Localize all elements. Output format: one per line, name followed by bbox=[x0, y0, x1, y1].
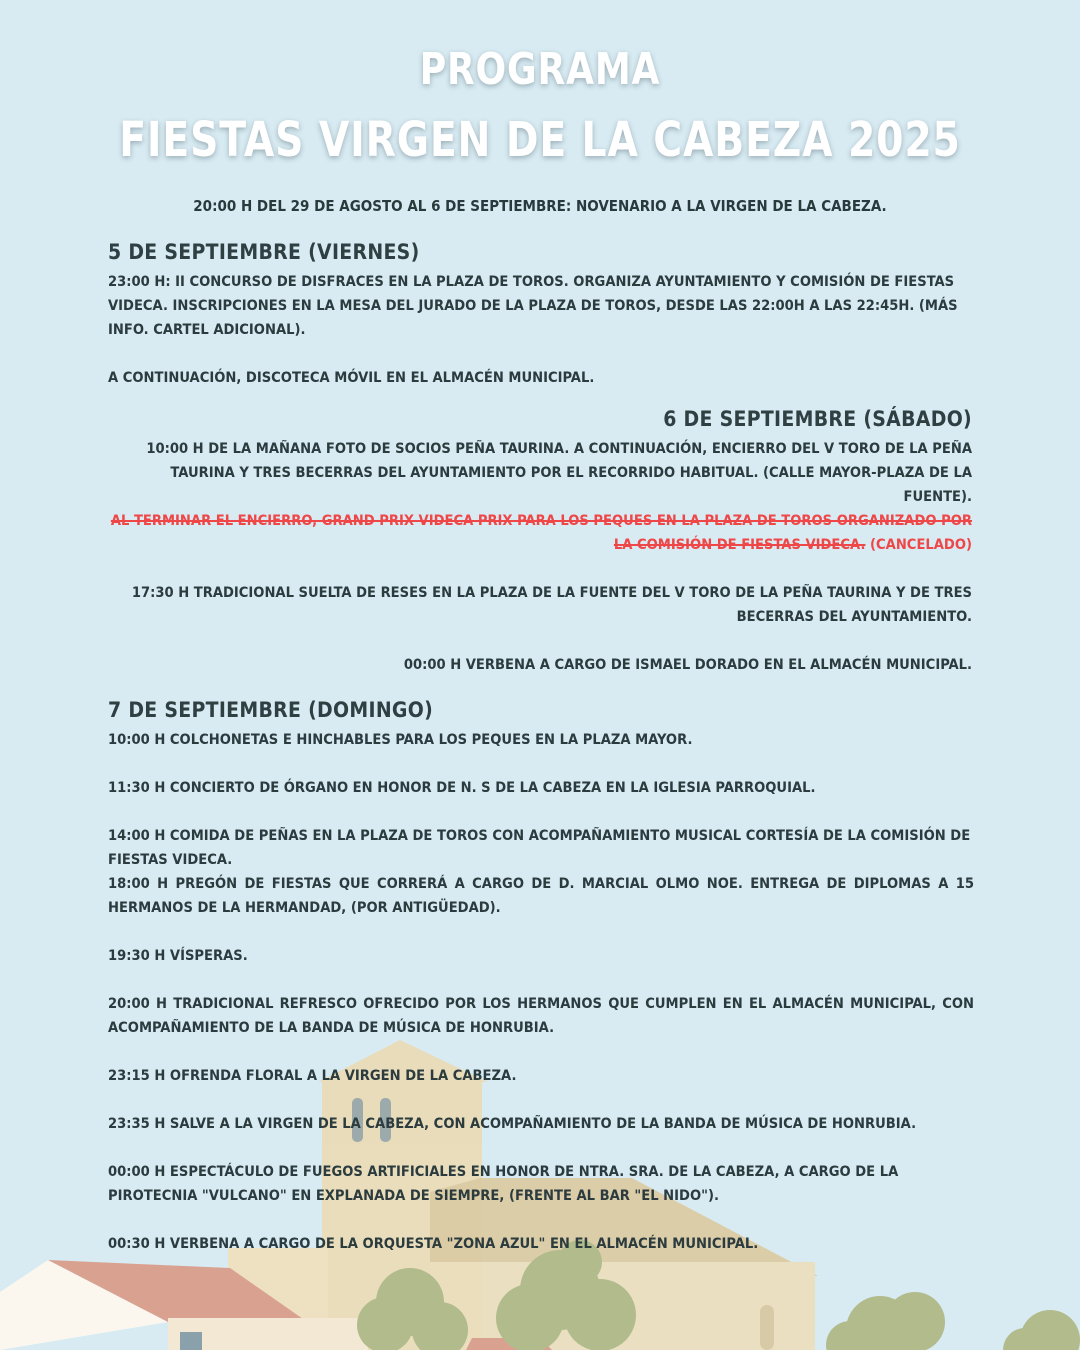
cancelled-badge: (CANCELADO) bbox=[865, 536, 972, 553]
event-item: A CONTINUACIÓN, DISCOTECA MÓVIL EN EL ALMACÉN MUNICIPAL. bbox=[108, 369, 595, 386]
festival-title: FIESTAS VIRGEN DE LA CABEZA 2025 bbox=[119, 112, 961, 168]
event-item: 23:00 H: II CONCURSO DE DISFRACES EN LA PLAZA DE TOROS. ORGANIZA AYUNTAMIENTO Y COMISIÓN DE FIESTAS VIDECA. INSCRIPCIONES EN LA MESA DEL JURADO DE LA PLAZA DE TOROS, DESDE LAS 22:00H A LAS 22:45H. (MÁS INFO. CARTEL ADICIONAL). bbox=[108, 273, 958, 338]
event-item: 18:00 H PREGÓN DE FIESTAS QUE CORRERÁ A CARGO DE D. MARCIAL OLMO NOE. ENTREGA DE DIPLOMAS A 15 HERMANOS DE LA HERMANDAD, (POR ANTIGÜEDAD). bbox=[108, 875, 974, 916]
event-item: 23:35 H SALVE A LA VIRGEN DE LA CABEZA, CON ACOMPAÑAMIENTO DE LA BANDA DE MÚSICA DE HONRUBIA. bbox=[108, 1115, 917, 1132]
day-heading-saturday: 6 DE SEPTIEMBRE (SÁBADO) bbox=[663, 407, 972, 431]
program-title: PROGRAMA bbox=[419, 44, 661, 95]
event-item: 19:30 H VÍSPERAS. bbox=[108, 947, 248, 964]
event-item: 00:00 H VERBENA A CARGO DE ISMAEL DORADO EN EL ALMACÉN MUNICIPAL. bbox=[403, 656, 972, 673]
event-item: 17:30 H TRADICIONAL SUELTA DE RESES EN LA PLAZA DE LA FUENTE DEL V TORO DE LA PEÑA TAURINA Y DE TRES BECERRAS DEL AYUNTAMIENTO. bbox=[131, 584, 972, 625]
event-item: 20:00 H TRADICIONAL REFRESCO OFRECIDO POR LOS HERMANOS QUE CUMPLEN EN EL ALMACÉN MUNICIPAL, CON ACOMPAÑAMIENTO DE LA BANDA DE MÚSICA DE HONRUBIA. bbox=[108, 995, 974, 1036]
cancelled-event-text: AL TERMINAR EL ENCIERRO, GRAND PRIX VIDECA PRIX PARA LOS PEQUES EN LA PLAZA DE TOROS ORGANIZADO POR LA COMISIÓN DE FIESTAS VIDECA. bbox=[110, 512, 972, 553]
event-item: 00:30 H VERBENA A CARGO DE LA ORQUESTA "ZONA AZUL" EN EL ALMACÉN MUNICIPAL. bbox=[108, 1235, 759, 1252]
novenario-line: 20:00 H DEL 29 DE AGOSTO AL 6 DE SEPTIEMBRE: NOVENARIO A LA VIRGEN DE LA CABEZA. bbox=[193, 197, 887, 215]
event-item: 11:30 H CONCIERTO DE ÓRGANO EN HONOR DE N. S DE LA CABEZA EN LA IGLESIA PARROQUIAL. bbox=[108, 779, 816, 796]
event-item: 14:00 H COMIDA DE PEÑAS EN LA PLAZA DE TOROS CON ACOMPAÑAMIENTO MUSICAL CORTESÍA DE LA COMISIÓN DE FIESTAS VIDECA. bbox=[108, 827, 971, 868]
event-item: 10:00 H COLCHONETAS E HINCHABLES PARA LOS PEQUES EN LA PLAZA MAYOR. bbox=[108, 731, 693, 748]
event-item: 10:00 H DE LA MAÑANA FOTO DE SOCIOS PEÑA TAURINA. A CONTINUACIÓN, ENCIERRO DEL V TORO DE LA PEÑA TAURINA Y TRES BECERRAS DEL AYUNTAMIENTO POR EL RECORRIDO HABITUAL. (CALLE MAYOR-PLAZA DE LA FUENTE). bbox=[146, 440, 972, 505]
event-item: 23:15 H OFRENDA FLORAL A LA VIRGEN DE LA CABEZA. bbox=[108, 1067, 517, 1084]
event-item: 00:00 H ESPECTÁCULO DE FUEGOS ARTIFICIALES EN HONOR DE NTRA. SRA. DE LA CABEZA, A CARGO DE LA PIROTECNIA "VULCANO" EN EXPLANADA DE SIEMPRE, (FRENTE AL BAR "EL NIDO"). bbox=[108, 1163, 899, 1204]
day-heading-friday: 5 DE SEPTIEMBRE (VIERNES) bbox=[108, 240, 420, 264]
day-heading-sunday: 7 DE SEPTIEMBRE (DOMINGO) bbox=[108, 698, 434, 722]
cancelled-event bbox=[108, 509, 972, 557]
